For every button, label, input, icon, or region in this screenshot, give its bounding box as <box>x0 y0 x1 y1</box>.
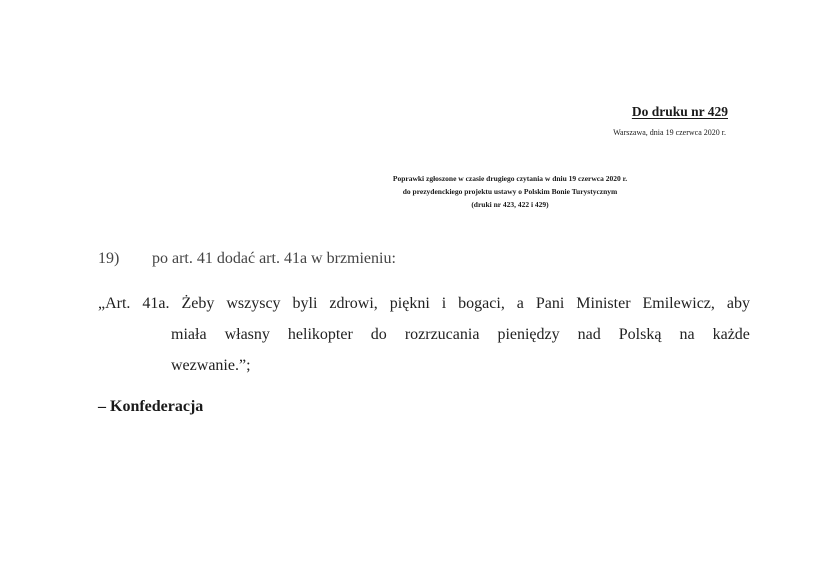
article-line-1-word: byli <box>292 295 318 312</box>
article-text <box>98 292 750 385</box>
article-line-1-word: 41a. <box>142 295 170 312</box>
amendments-intro-line-3: (druki nr 423, 422 i 429) <box>471 200 549 209</box>
article-line-1-word: bogaci, <box>458 295 505 312</box>
article-line-2-word: miała <box>171 326 207 343</box>
article-line-1-word: Żeby <box>181 295 215 312</box>
article-line-1-word: Minister <box>576 295 631 312</box>
article-line-1-word: i <box>441 295 447 312</box>
article-line-2-word: do <box>370 326 387 343</box>
article-line-1-word: zdrowi, <box>329 295 378 312</box>
article-line-2-word: helikopter <box>287 326 353 343</box>
article-line-2-word: pieniędzy <box>497 326 560 343</box>
article-line-3: wezwanie.”; <box>171 357 251 374</box>
print-number-title: Do druku nr 429 <box>631 104 728 119</box>
amendments-intro-line-1: Poprawki zgłoszone w czasie drugiego czytania w dniu 19 czerwca 2020 r. <box>392 174 628 183</box>
amendments-intro <box>340 172 680 211</box>
article-line-2 <box>98 323 750 354</box>
amendments-intro-line-2: do prezydenckiego projektu ustawy o Polskim Bonie Turystycznym <box>402 187 618 196</box>
article-line-1-word: wszyscy <box>226 295 281 312</box>
article-line-2-word: własny <box>224 326 270 343</box>
article-line-1-word: Emilewicz, <box>642 295 715 312</box>
article-line-2-word: rozrzucania <box>404 326 480 343</box>
point-text: po art. 41 dodać art. 41a w brzmieniu: <box>152 250 396 267</box>
amendment-point <box>98 250 396 268</box>
article-line-1 <box>98 292 750 323</box>
signature: – Konfederacja <box>98 398 204 415</box>
article-line-1-word: „Art. <box>98 295 131 312</box>
article-line-1-word: a <box>516 295 524 312</box>
article-line-1-word: piękni <box>389 295 430 312</box>
article-line-1-word: aby <box>726 295 750 312</box>
document-date: Warszawa, dnia 19 czerwca 2020 r. <box>613 128 726 137</box>
article-line-2-word: Polską <box>618 326 662 343</box>
article-line-2-word: na <box>679 326 695 343</box>
article-line-2-word: nad <box>577 326 601 343</box>
article-line-1-word: Pani <box>535 295 565 312</box>
point-number: 19) <box>98 250 120 267</box>
article-line-2-word: każde <box>712 326 750 343</box>
